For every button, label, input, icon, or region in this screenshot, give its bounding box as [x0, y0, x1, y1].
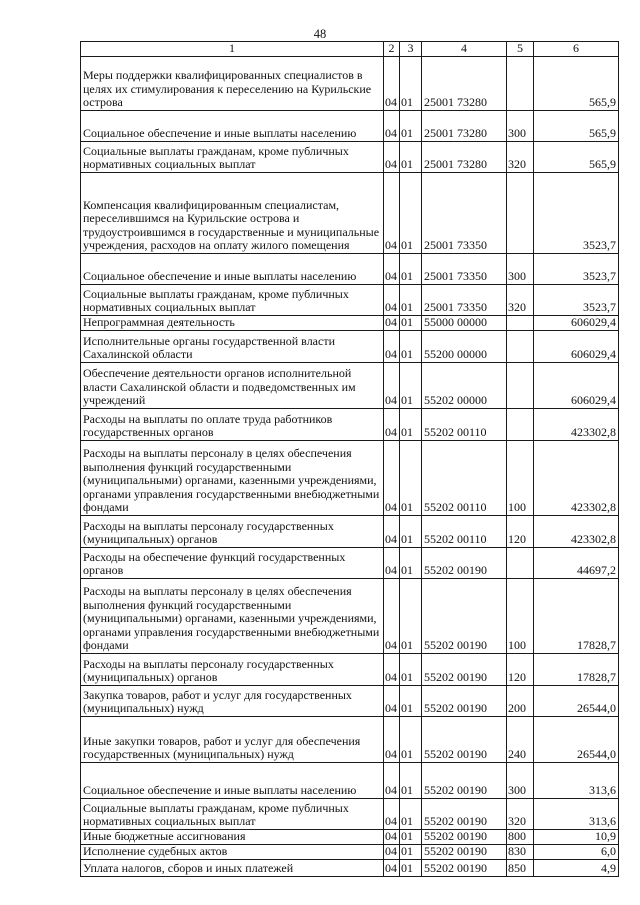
row-type: 800: [507, 830, 534, 845]
row-subsection: 01: [400, 316, 422, 331]
row-subsection: 01: [400, 111, 422, 142]
row-section: 04: [384, 409, 400, 441]
table-row: [81, 845, 619, 860]
table-row: [81, 717, 619, 763]
row-amount: 565,9: [534, 57, 619, 111]
row-subsection: 01: [400, 654, 422, 686]
row-amount: 423302,8: [534, 409, 619, 441]
row-subsection: 01: [400, 548, 422, 579]
table-row: [81, 111, 619, 142]
row-section: 04: [384, 579, 400, 654]
column-header: 4: [422, 42, 507, 57]
table-row: [81, 409, 619, 441]
row-amount: 26544,0: [534, 717, 619, 763]
row-subsection: 01: [400, 409, 422, 441]
table-row: [81, 254, 619, 285]
row-subsection: 01: [400, 579, 422, 654]
row-target: 25001 73350: [422, 254, 507, 285]
table-row: [81, 654, 619, 686]
row-section: 04: [384, 516, 400, 548]
table-row: [81, 142, 619, 173]
row-type: 320: [507, 142, 534, 173]
row-amount: 26544,0: [534, 686, 619, 717]
row-target: 55202 00110: [422, 516, 507, 548]
row-subsection: 01: [400, 845, 422, 860]
table-row: [81, 363, 619, 409]
table-row: [81, 516, 619, 548]
row-subsection: 01: [400, 57, 422, 111]
row-name: Исполнение судебных актов: [81, 845, 384, 860]
row-target: 55202 00190: [422, 763, 507, 799]
table-row: [81, 548, 619, 579]
table-header-row: [81, 42, 619, 57]
row-amount: 3523,7: [534, 173, 619, 254]
row-name: Социальное обеспечение и иные выплаты населению: [81, 763, 384, 799]
row-name: Расходы на выплаты персоналу в целях обеспечения выполнения функций государственными (муниципальными) органами, казенными учреждениями, органами управления государственными внебюджетными фондами: [81, 441, 384, 516]
row-name: Иные закупки товаров, работ и услуг для обеспечения государственных (муниципальных) нужд: [81, 717, 384, 763]
column-header: 3: [400, 42, 422, 57]
column-header: 1: [81, 42, 384, 57]
row-subsection: 01: [400, 799, 422, 830]
row-section: 04: [384, 111, 400, 142]
row-type: [507, 173, 534, 254]
row-amount: 10,9: [534, 830, 619, 845]
row-type: 200: [507, 686, 534, 717]
row-name: Обеспечение деятельности органов исполнительной власти Сахалинской области и подведомственных им учреждений: [81, 363, 384, 409]
row-subsection: 01: [400, 254, 422, 285]
table-row: [81, 441, 619, 516]
row-amount: 423302,8: [534, 516, 619, 548]
row-target: 55202 00190: [422, 686, 507, 717]
row-section: 04: [384, 845, 400, 860]
row-target: 25001 73280: [422, 111, 507, 142]
row-section: 04: [384, 799, 400, 830]
row-subsection: 01: [400, 830, 422, 845]
row-target: 55202 00190: [422, 654, 507, 686]
row-type: [507, 363, 534, 409]
row-amount: 44697,2: [534, 548, 619, 579]
row-name: Иные бюджетные ассигнования: [81, 830, 384, 845]
table-row: [81, 799, 619, 830]
row-section: 04: [384, 654, 400, 686]
row-name: Закупка товаров, работ и услуг для государственных (муниципальных) нужд: [81, 686, 384, 717]
row-target: 55202 00190: [422, 717, 507, 763]
column-header: 6: [534, 42, 619, 57]
row-type: 300: [507, 111, 534, 142]
row-section: 04: [384, 548, 400, 579]
row-section: 04: [384, 441, 400, 516]
page-number: 48: [313, 27, 327, 41]
row-type: 100: [507, 579, 534, 654]
row-section: 04: [384, 331, 400, 363]
row-section: 04: [384, 254, 400, 285]
row-subsection: 01: [400, 331, 422, 363]
row-target: 55202 00190: [422, 860, 507, 877]
row-amount: 313,6: [534, 763, 619, 799]
row-type: 120: [507, 516, 534, 548]
row-amount: 3523,7: [534, 285, 619, 316]
row-section: 04: [384, 686, 400, 717]
table-row: [81, 763, 619, 799]
row-amount: 606029,4: [534, 363, 619, 409]
row-type: 300: [507, 254, 534, 285]
row-type: 120: [507, 654, 534, 686]
row-target: 55202 00190: [422, 548, 507, 579]
row-type: 320: [507, 799, 534, 830]
row-subsection: 01: [400, 363, 422, 409]
row-name: Компенсация квалифицированным специалистам, переселившимся на Курильские острова и трудоустроившимся в государственные и муниципальные учреждения, расходов на оплату жилого помещения: [81, 173, 384, 254]
row-amount: 606029,4: [534, 331, 619, 363]
column-header: 2: [384, 42, 400, 57]
row-target: 25001 73280: [422, 142, 507, 173]
row-type: 850: [507, 860, 534, 877]
row-name: Расходы на выплаты персоналу государственных (муниципальных) органов: [81, 516, 384, 548]
table-row: [81, 579, 619, 654]
row-name: Социальные выплаты гражданам, кроме публичных нормативных социальных выплат: [81, 799, 384, 830]
row-type: 320: [507, 285, 534, 316]
row-section: 04: [384, 173, 400, 254]
row-amount: 606029,4: [534, 316, 619, 331]
budget-table: [80, 41, 619, 877]
row-target: 55202 00000: [422, 363, 507, 409]
row-subsection: 01: [400, 142, 422, 173]
row-target: 55202 00190: [422, 845, 507, 860]
row-type: [507, 331, 534, 363]
row-amount: 423302,8: [534, 441, 619, 516]
row-name: Расходы на выплаты персоналу государственных (муниципальных) органов: [81, 654, 384, 686]
row-amount: 565,9: [534, 111, 619, 142]
row-target: 55202 00110: [422, 409, 507, 441]
row-target: 25001 73280: [422, 57, 507, 111]
row-name: Расходы на выплаты по оплате труда работников государственных органов: [81, 409, 384, 441]
row-amount: 3523,7: [534, 254, 619, 285]
row-type: 300: [507, 763, 534, 799]
row-subsection: 01: [400, 285, 422, 316]
row-name: Непрограммная деятельность: [81, 316, 384, 331]
row-subsection: 01: [400, 763, 422, 799]
row-amount: 17828,7: [534, 579, 619, 654]
row-type: 240: [507, 717, 534, 763]
row-subsection: 01: [400, 860, 422, 877]
row-name: Социальные выплаты гражданам, кроме публичных нормативных социальных выплат: [81, 142, 384, 173]
row-amount: 17828,7: [534, 654, 619, 686]
row-name: Меры поддержки квалифицированных специалистов в целях их стимулирования к переселению на Курильские острова: [81, 57, 384, 111]
row-target: 55000 00000: [422, 316, 507, 331]
row-subsection: 01: [400, 173, 422, 254]
table-row: [81, 860, 619, 877]
row-target: 25001 73350: [422, 173, 507, 254]
row-name: Расходы на выплаты персоналу в целях обеспечения выполнения функций государственными (муниципальными) органами, казенными учреждениями, органами управления государственными внебюджетными фондами: [81, 579, 384, 654]
row-section: 04: [384, 57, 400, 111]
row-subsection: 01: [400, 686, 422, 717]
row-name: Социальные выплаты гражданам, кроме публичных нормативных социальных выплат: [81, 285, 384, 316]
row-subsection: 01: [400, 717, 422, 763]
row-section: 04: [384, 142, 400, 173]
row-section: 04: [384, 363, 400, 409]
row-amount: 6,0: [534, 845, 619, 860]
row-section: 04: [384, 763, 400, 799]
row-target: 55200 00000: [422, 331, 507, 363]
row-section: 04: [384, 830, 400, 845]
row-name: Исполнительные органы государственной власти Сахалинской области: [81, 331, 384, 363]
row-section: 04: [384, 285, 400, 316]
row-name: Социальное обеспечение и иные выплаты населению: [81, 254, 384, 285]
row-amount: 565,9: [534, 142, 619, 173]
row-target: 25001 73350: [422, 285, 507, 316]
table-row: [81, 316, 619, 331]
row-type: [507, 57, 534, 111]
row-target: 55202 00190: [422, 799, 507, 830]
row-amount: 313,6: [534, 799, 619, 830]
row-target: 55202 00190: [422, 579, 507, 654]
row-section: 04: [384, 717, 400, 763]
row-type: [507, 409, 534, 441]
row-type: 100: [507, 441, 534, 516]
row-subsection: 01: [400, 441, 422, 516]
row-name: Расходы на обеспечение функций государственных органов: [81, 548, 384, 579]
row-section: 04: [384, 860, 400, 877]
table-row: [81, 686, 619, 717]
row-target: 55202 00110: [422, 441, 507, 516]
row-amount: 4,9: [534, 860, 619, 877]
table-row: [81, 830, 619, 845]
row-type: 830: [507, 845, 534, 860]
row-type: [507, 316, 534, 331]
row-target: 55202 00190: [422, 830, 507, 845]
column-header: 5: [507, 42, 534, 57]
table-row: [81, 173, 619, 254]
table-row: [81, 331, 619, 363]
row-name: Социальное обеспечение и иные выплаты населению: [81, 111, 384, 142]
row-section: 04: [384, 316, 400, 331]
row-name: Уплата налогов, сборов и иных платежей: [81, 860, 384, 877]
row-type: [507, 548, 534, 579]
table-row: [81, 57, 619, 111]
row-subsection: 01: [400, 516, 422, 548]
table-row: [81, 285, 619, 316]
